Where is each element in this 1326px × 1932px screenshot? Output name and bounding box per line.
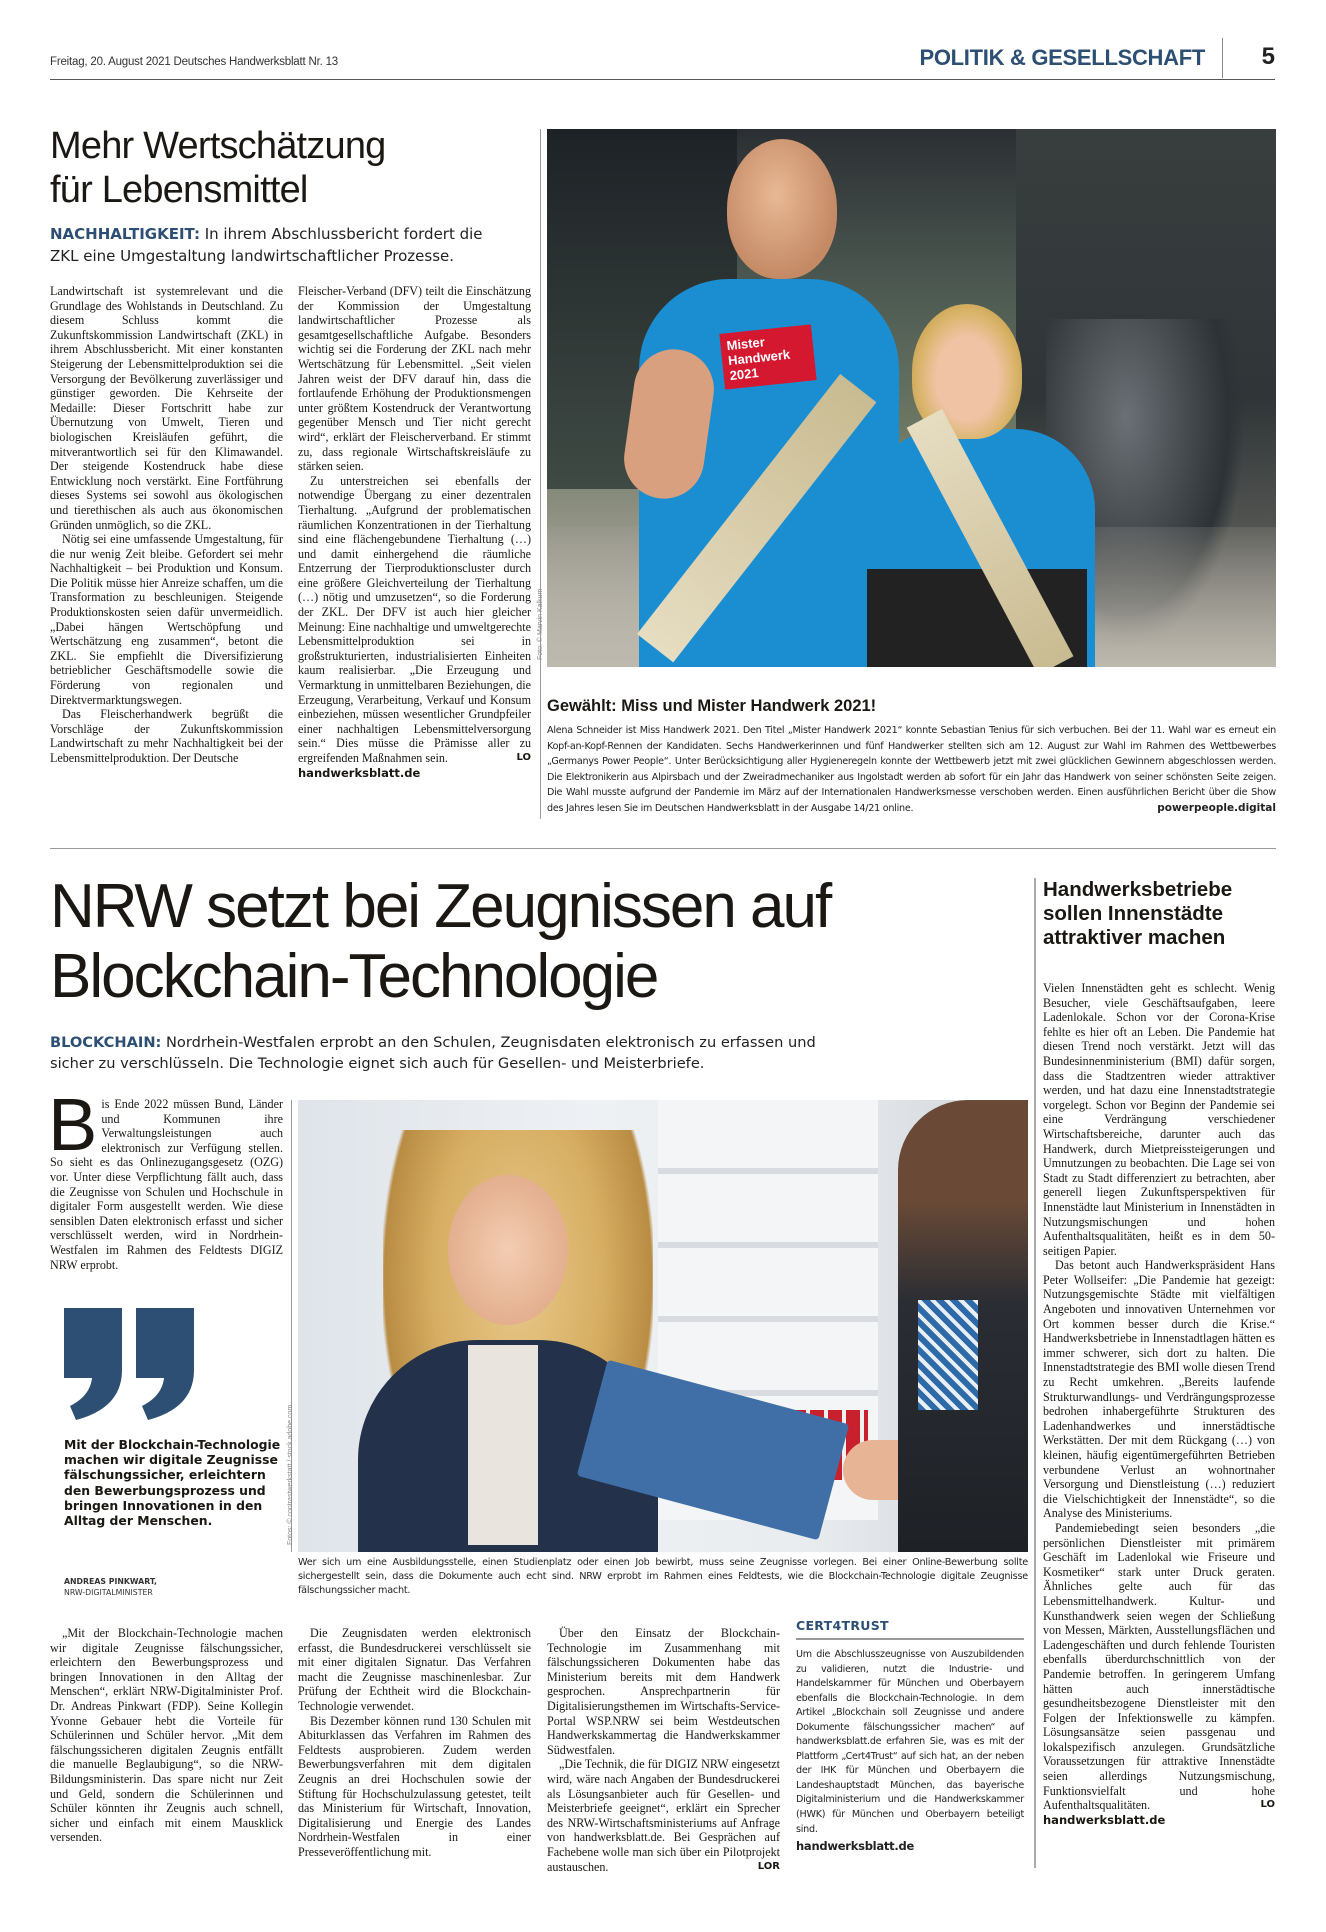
author-initials: LO xyxy=(516,752,531,763)
article1-lede xyxy=(50,223,490,267)
article1-col1 xyxy=(50,284,283,766)
quote-attribution xyxy=(64,1576,157,1598)
article2-col3-p1: Über den Einsatz der Blockchain-Technologie im Zusammenhang mit fälschungssicheren Dokumenten habe das Ministerium bereits mit dem Handwerk gesprochen. Ansprechpartnerin für Digitalisierungsthemen im Wirtschafts-Service-Portal WSP.NRW sei beim Westdeutschen Handwerkskammertag die Handwerkskammer Südwestfalen. xyxy=(547,1626,780,1757)
certificate-handover-photo xyxy=(298,1100,1028,1552)
photo-caption-title: Gewählt: Miss und Mister Handwerk 2021! xyxy=(547,697,877,715)
dropcap: B xyxy=(48,1083,98,1166)
article1-col2 xyxy=(298,284,531,780)
article1-headline xyxy=(50,124,386,212)
photo-caption-body: Alena Schneider ist Miss Handwerk 2021. Den Titel „Mister Handwerk 2021“ konnte Sebastian Tenius für sich verbuchen. Bei der 11. Wahl war es erneut ein Kopf-an-Kopf-Rennen der Kandidaten. Sechs Handwerkerinnen und fünf Handwerker stellten sich am 12. August zur Wahl im Rahmen des Wettbewerbes „Germanys Power People“. Unter Berücksichtigung aller Hygieneregeln konnte der Wettbewerb jetzt mit zwei glücklichen Gewinnern abgeschlossen werden. Die Elektronikerin aus Alpirsbach und der Zweiradmechaniker aus Ingolstadt werden ab sofort für ein Jahr das Handwerk von seiner schönsten Seite zeigen. Die Wahl musste aufgrund der Pandemie im März auf der Internationalen Handwerksmesse verschoben werden. Einen ausführlichen Bericht über die Show des Jahres lesen Sie im Deutschen Handwerksblatt in der Ausgabe 14/21 online. xyxy=(547,725,1276,814)
article2-col3 xyxy=(547,1626,780,1874)
article1-col2-p2 xyxy=(298,474,531,766)
source-link[interactable]: handwerksblatt.de xyxy=(298,765,421,780)
sidebar-p2: Das betont auch Handwerkspräsident Hans Peter Wollseifer: „Die Pandemie hat gezeigt: Nutzungsgemischte Städte mit vielfältigen Angeboten und innovativen Unternehmen vor Ort kommen besser durch die Krise.“ Handwerksbetriebe in Innenstadtlagen hätten es immer schwerer, sich dort zu halten. Die Innenstadtstrategie des BMI wolle diesen Trend zu Recht umkehren. „Bereits laufende Strukturwandlungs- und Verdrängungsprozesse bedrohen inhabergeführte Strukturen des Ladenhandwerkes und innerstädtische Werkstätten. Der mit dem Rückgang (…) von kleinen, häufig eigentümergeführten Betrieben verbundene Verlust an wohnortnaher Versorgung und Dienstleistung (…) reduziert die Vielschichtigkeit der Innenstädte“, so die Analyse des Ministeriums. xyxy=(1043,1258,1275,1521)
infobox-source-link[interactable]: handwerksblatt.de xyxy=(796,1839,915,1854)
masthead-divider xyxy=(1222,38,1223,78)
photo-credit: Foto: © Marvin Kalkum xyxy=(537,588,544,660)
author-initials: LOR xyxy=(757,1860,780,1872)
sidebar-headline: Handwerksbetriebe sollen Innenstädte attraktiver machen xyxy=(1043,878,1233,949)
shirt-badge: Mister Handwerk 2021 xyxy=(719,324,816,389)
infobox-text xyxy=(796,1648,1024,1854)
infobox-rule xyxy=(796,1638,1024,1640)
article2-col2-p1: Die Zeugnisdaten werden elektronisch erfasst, die Bundesdruckerei verschlüsselt sie mit einer digitalen Signatur. Das Verfahren macht die Zeugnisse maschinenlesbar. Zur Prüfung der Echtheit wird die Blockchain-Technologie verwendet. xyxy=(298,1626,531,1713)
article2-col2 xyxy=(298,1626,531,1860)
sidebar-body xyxy=(1043,981,1275,1827)
photo2-caption: Wer sich um eine Ausbildungsstelle, einen Studienplatz oder einen Job bewirbt, muss seine Zeugnisse vorlegen. Bei einer Online-Bewerbung sollte sichergestellt sein, dass die Dokumente auch echt sind. NRW erprobt im Rahmen eines Feldtests, wie die Blockchain-Technologie digitale Zeugnisse fälschungssicher macht. xyxy=(298,1557,1028,1597)
article2-col2-p2: Bis Dezember können rund 130 Schulen mit Abiturklassen das Verfahren im Rahmen des Feldtests ausprobieren. Zudem werden Bewerbungsverfahren mit dem digitalen Zeugnis an drei Hochschulen sowie der Stiftung für Hochschulzulassung getestet, teilt das Ministerium für Wirtschaft, Innovation, Digitalisierung und Energie des Landes Nordrhein-Westfalen in einer Presseveröffentlichung mit. xyxy=(298,1713,531,1859)
article1-lede-text: In ihrem Abschlussbericht fordert die ZKL eine Umgestaltung landwirtschaftlicher Prozesse. xyxy=(50,225,483,265)
sidebar-source-link[interactable]: handwerksblatt.de xyxy=(1043,1812,1166,1827)
article2-intro xyxy=(48,1083,283,1272)
article1-headline-line1: Mehr Wertschätzung xyxy=(50,125,386,167)
caption-source-link[interactable]: powerpeople.digital xyxy=(1157,801,1276,814)
issue-meta: Freitag, 20. August 2021 Deutsches Handwerksblatt Nr. 13 xyxy=(50,56,338,68)
section-title: POLITIK & GESELLSCHAFT xyxy=(919,45,1205,70)
article2-lede xyxy=(50,1032,850,1074)
article2-intro-text: is Ende 2022 müssen Bund, Länder und Kommunen ihre Verwaltungsleistungen auch elektronisch zur Verfügung stellen. So sieht es das Onlinezugangsgesetz (OZG) vor. Unter diese Verpflichtung fällt auch, dass die Zeugnisse von Schulen und Hochschule in digitaler Form ausgestellt werden. Wie diese sensiblen Daten elektronisch erfasst und sicher verschlüsselt werden, wird in Nordrhein-Westfalen im Rahmen des Feldtests DIGIZ NRW erprobt. xyxy=(50,1097,283,1272)
infobox-title: CERT4TRUST xyxy=(796,1618,889,1633)
page-masthead xyxy=(50,36,1275,80)
sidebar-p3-text: Pandemiebedingt seien besonders „die persönlichen Dienstleister mit primärem Geschäft im Ladenlokal wie Friseure und Kosmetiker“ stark unter Druck geraten. Ähnliches gelte auch für das Lebensmittelhandwerk. Kultur- und Kunsthandwerk seien wegen der Schließung von Messen, Märkten, Ausstellungsflächen und Ladengeschäften und durch fehlende Touristen ebenfalls überdurchschnittlich von der Pandemie betroffen. In geringerem Umfang hätten auch innerstädtische gesundheitsbezogene Dienstleister mit den Folgen der Infektionswelle zu kämpfen. Lösungsansätze seien passgenau und lokalspezifisch anzulegen. Grundsätzliche Voraussetzungen für attraktive Innenstädte seien allerdings Nutzungsmischung, Funktionsvielfalt und hohe Aufenthaltsqualitäten. xyxy=(1043,1520,1275,1813)
photo-caption-text xyxy=(547,723,1276,817)
article2-headline xyxy=(50,872,830,1012)
sidebar-p3 xyxy=(1043,1521,1275,1813)
pull-quote: Mit der Blockchain-Technologie machen wir digitale Zeugnisse fälschungssicher, erleichtern den Bewerbungsprozess und bringen Innovationen in den Alltag der Menschen. xyxy=(64,1437,281,1529)
infobox-body: Um die Abschlusszeugnisse von Auszubildenden zu validieren, nutzt die Industrie- und Handelskammer für München und Oberbayern ebenfalls die Blockchain-Technologie. In dem Artikel „Blockchain soll Zeugnisse und andere Dokumente fälschungssicher machen“ auf handwerksblatt.de erfahren Sie, was es mit der Plattform „Cert4Trust“ auf sich hat, an der neben der IHK für München und Oberbayern die Landeshauptstadt München, das bayerische Digitalministerium und die Handwerkskammer (HWK) für München und Oberbayern beteiligt sind. xyxy=(796,1649,1024,1835)
article1-col2-p1: Fleischer-Verband (DFV) teilt die Einschätzung der Kommission der Umgestaltung landwirtschaftlicher Prozesse als gesamtgesellschaftliche Aufgabe. Besonders wichtig sei die Forderung der ZKL nach mehr Wertschätzung für Lebensmittel. „Seit vielen Jahren weist der DFV darauf hin, dass die fortlaufende Erhöhung der Produktionsmengen unter größtem Kostendruck der Verantwortung gegenüber Mensch und Tier nicht gerecht wird“, erklärt der Fleischerverband. Er stimmt zu, dass regionale Wirtschaftskreisläufe zu stärken seien. xyxy=(298,284,531,474)
page-number: 5 xyxy=(1261,43,1275,70)
article1-headline-line2: für Lebensmittel xyxy=(50,169,308,211)
article2-col3-p2-text: „Die Technik, die für DIGIZ NRW eingesetzt wird, wäre nach Angaben der Bundesdruckerei als Lösungsanbieter auch für Gesellen- und Meisterbriefe geeignet“, erklärt ein Sprecher des NRW-Wirtschaftsministeriums auf Anfrage von handwerksblatt.de. Bei Gesprächen auf Fachebene wolle man sich über ein Pilotprojekt austauschen. xyxy=(547,1757,780,1874)
section-divider xyxy=(50,848,1276,849)
article2-col1 xyxy=(50,1626,283,1845)
article2-col1-p1: „Mit der Blockchain-Technologie machen wir digitale Zeugnisse fälschungssicher, erleichtern den Bewerbungsprozess und bringen Innovationen in den Alltag der Menschen“, erklärt NRW-Digitalminister Prof. Dr. Andreas Pinkwart (FDP). Seine Kollegin Yvonne Gebauer hebt die Vorteile für Schülerinnen und Schüler hervor. „Mit dem fälschungssicheren digitalen Zeugnis entfällt die manuelle Beglaubigung“, so die NRW-Bildungsministerin. Das spare nicht nur Zeit und Geld, sondern die Schülerinnen und Schüler könnten ihr Zeugnis auch schnell, sicher und einfach mit einem Mausklick versenden. xyxy=(50,1626,283,1845)
sidebar-p1: Vielen Innenstädten geht es schlecht. Wenig Besucher, viele Geschäftsaufgaben, leere Ladenlokale. Schon vor der Corona-Krise fehlte es hier oft an Leben. Die Pandemie hat diesen Trend noch verstärkt. Jetzt will das Bundesinnenministerium (BMI) dafür sorgen, dass die Stadtzentren wieder attraktiver werden, und hat dazu eine Innenstadtstrategie vorgelegt. Schon vor Beginn der Pandemie sei eine Verdrängung verschiedener Wirtschaftsbereiche, darunter auch das Handwerk, durch Mietpreissteigerungen und Umnutzungen zu beobachten. Die Lage sei von Stadt zu Stadt differenziert zu betrachten, aber generell liegen Zukunftsperspektiven für Innenstädte laut Ministerium in Innenstädten in Nutzungsmischungen und hohen Aufenthaltsqualitäten, heißt es in dem 50-seitigen Papier. xyxy=(1043,981,1275,1258)
article2-kicker: BLOCKCHAIN: xyxy=(50,1034,162,1051)
quote-author-name: ANDREAS PINKWART, xyxy=(64,1577,158,1586)
article2-lede-text: Nordrhein-Westfalen erprobt an den Schulen, Zeugnisdaten elektronisch zu erfassen und sicher zu verschlüsseln. Die Technologie eignet sich auch für Gesellen- und Meisterbriefe. xyxy=(50,1034,816,1072)
article1-col1-p2: Nötig sei eine umfassende Umgestaltung, für die nur wenig Zeit bleibe. Gefordert sei mehr Nachhaltigkeit – bei Produktion und Konsum. Die Politik müsse hier Anreize schaffen, um die Transformation zu beschleunigen. Steigende Produktionskosten seien dafür unvermeidlich. „Dabei hängen Wertschöpfung und Wertschätzung eng zusammen“, betont die ZKL. Sie empfiehlt die Diversifizierung betrieblicher Geschäftsmodelle sowie die Förderung von regionalen und Direktvermarktungswegen. xyxy=(50,532,283,707)
photo-credit: Fotos: © contrastwerkstatt / stock.adobe.com xyxy=(287,1404,294,1545)
article1-col2-p2-text: Zu unterstreichen sei ebenfalls der notwendige Übergang zu einer dezentralen Tierhaltung. „Aufgrund der problematischen räumlichen Konzentrationen in der Tierhaltung sind eine flächengebundene Tierhaltung (…) und damit einhergehend die räumliche Entzerrung der Tierproduktionscluster durch eine größere Gleichverteilung der Tierhaltung (…) nötig und umzusetzen“, so die Forderung der ZKL. Der DFV ist auch hier gleicher Meinung: Eine nachhaltige und umweltgerechte Lebensmittelproduktion sei in großstrukturierten, industrialisierten Einheiten kaum realisierbar. „Die Erzeugung und Vermarktung in unmittelbaren Beziehungen, die Erzeugung, Verarbeitung, Verkauf und Konsum einbeziehen, müssen wesentlicher Grundpfeiler einer nachhaltigen Lebensmittelversorgung sein.“ Dies müsse die Prämisse aller zu ergreifenden Maßnahmen sein. xyxy=(298,473,531,765)
quote-author-role: NRW-DIGITALMINISTER xyxy=(64,1588,153,1597)
article2-col3-p2 xyxy=(547,1757,780,1874)
author-initials: LO xyxy=(1260,1799,1275,1811)
article2-headline-line1: NRW setzt bei Zeugnissen auf xyxy=(50,872,831,941)
article2-headline-line2: Blockchain-Technologie xyxy=(50,942,658,1011)
article1-col1-p3: Das Fleischerhandwerk begrüßt die Vorschläge der Zukunftskommission Landwirtschaft zu mehr Nachhaltigkeit bei der Lebensmittelproduktion. Der Deutsche xyxy=(50,707,283,765)
sidebar-divider xyxy=(1034,878,1036,1868)
article1-col1-p1: Landwirtschaft ist systemrelevant und die Grundlage des Wohlstands in Deutschland. Zu diesem Schluss kommt die Zukunftskommission Landwirtschaft (ZKL) in ihrem Abschlussbericht. Mit einer konstanten Steigerung der Lebensmittelproduktion sei die Versorgung der Bevölkerung zuverlässiger und günstiger geworden. Die Kehrseite der Medaille: Dieser Fortschritt habe zur Übernutzung von Umwelt, Tieren und biologischen Kreisläufen geführt, die mitverantwortlich sei für den Klimawandel. Der steigende Kostendruck habe diese Entwicklung noch verstärkt. Eine Fortführung dieses Systems sei sowohl aus ökologischen und tierethischen als auch aus ökonomischen Gründen unmöglich, so die ZKL. xyxy=(50,284,283,532)
miss-mister-handwerk-photo xyxy=(547,129,1276,667)
quote-icon xyxy=(64,1308,196,1420)
article1-kicker: NACHHALTIGKEIT: xyxy=(50,225,200,243)
column-divider xyxy=(540,129,541,819)
